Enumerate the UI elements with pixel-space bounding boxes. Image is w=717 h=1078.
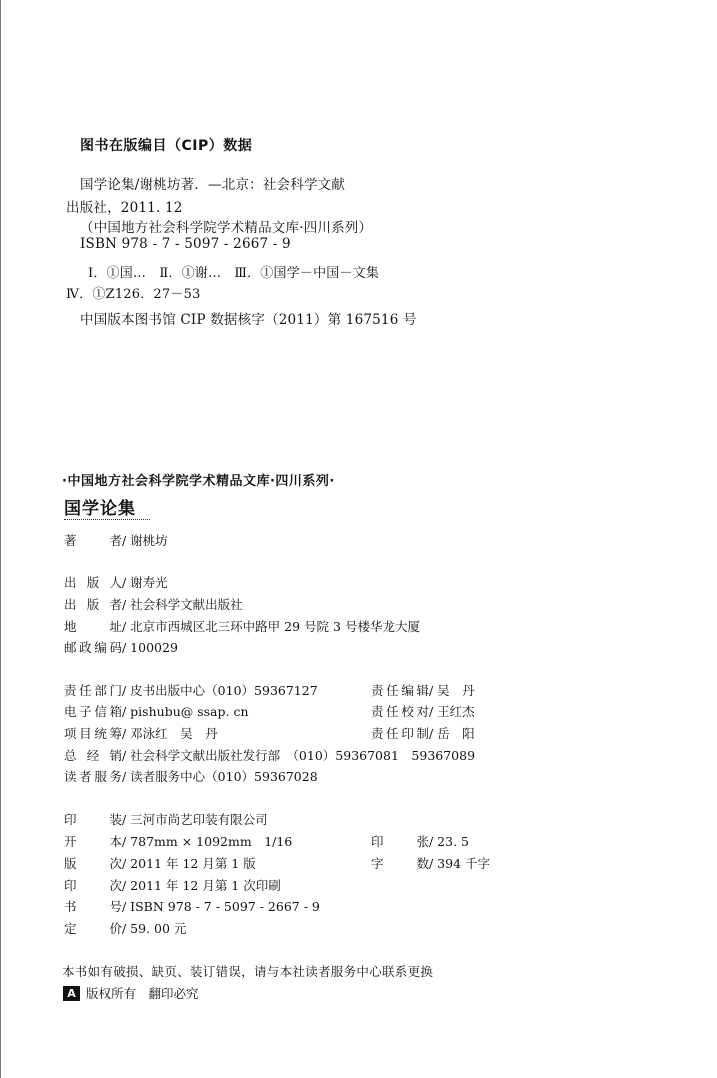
cip-line: 出版社，2011. 12 [66, 200, 183, 216]
series-name: ·中国地方社会科学院学术精品文库·四川系列· [62, 474, 335, 489]
info-label: 总经销 [64, 748, 122, 763]
title-underline [64, 519, 150, 520]
info-value: / 读者服务中心（010）59367028 [122, 769, 318, 784]
info-label: 电子信箱 [64, 704, 122, 719]
info-label: 印 装 [64, 812, 122, 827]
publisher-logo-icon: A [63, 986, 80, 1001]
info-label: 开 本 [64, 834, 122, 849]
info-value: / 谢寿光 [122, 575, 168, 590]
info-value: / 北京市西城区北三环中路甲 29 号院 3 号楼华龙大厦 [122, 619, 420, 634]
info-label: 书 号 [64, 899, 122, 914]
info-label: 出版人 [64, 575, 122, 590]
info-value: / 皮书出版中心（010）59367127 [122, 683, 318, 698]
info-value: / 787mm × 1092mm 1/16 [122, 834, 293, 849]
info-label: 印 次 [64, 878, 122, 893]
cip-line: ISBN 978 - 7 - 5097 - 2667 - 9 [80, 236, 291, 252]
info-value: / 吴 丹 [429, 683, 475, 698]
info-value: / 2011 年 12 月第 1 次印刷 [122, 878, 281, 893]
cip-title: 图书在版编目（CIP）数据 [80, 138, 253, 154]
info-value: / pishubu@ ssap. cn [122, 704, 249, 719]
damage-replacement-notice: 本书如有破损、缺页、装订错误，请与本社读者服务中心联系更换 [62, 964, 434, 979]
info-value: / 三河市尚艺印装有限公司 [122, 812, 268, 827]
info-value: / ISBN 978 - 7 - 5097 - 2667 - 9 [122, 899, 320, 914]
info-label: 责任部门 [64, 683, 122, 698]
info-label: 责任编辑 [371, 683, 429, 698]
info-label: 版 次 [64, 856, 122, 871]
info-value: / 王红杰 [429, 704, 475, 719]
info-label: 责任印制 [371, 726, 429, 741]
info-label: 责任校对 [371, 704, 429, 719]
info-value: / 社会科学文献出版社发行部 （010）59367081 59367089 [122, 748, 476, 763]
info-value: / 谢桃坊 [122, 533, 168, 548]
page-left-edge [0, 0, 1, 1078]
cip-check-number: 中国版本图书馆 CIP 数据核字（2011）第 167516 号 [80, 312, 417, 328]
info-value: / 59. 00 元 [122, 921, 187, 936]
info-label: 地 址 [64, 619, 122, 634]
info-label: 出版者 [64, 597, 122, 612]
info-label: 定 价 [64, 921, 122, 936]
info-label: 读者服务 [64, 769, 122, 784]
info-label: 印 张 [371, 834, 429, 849]
cip-classification-line: Ⅳ．①Z126．27－53 [66, 287, 201, 302]
info-value: / 2011 年 12 月第 1 版 [122, 856, 256, 871]
info-label: 项目统筹 [64, 726, 122, 741]
cip-line: （中国地方社会科学院学术精品文库·四川系列） [80, 220, 373, 236]
info-value: / 邓泳红 吴 丹 [122, 726, 218, 741]
info-label: 邮政编码 [64, 640, 122, 655]
book-title: 国学论集 [64, 499, 136, 519]
info-label: 字 数 [371, 856, 429, 871]
info-value: / 100029 [122, 640, 178, 655]
info-value: / 社会科学文献出版社 [122, 597, 243, 612]
rights-text: 版权所有 翻印必究 [86, 986, 199, 1001]
cip-classification-line: Ⅰ．①国… Ⅱ．①谢… Ⅲ．①国学－中国－文集 [88, 266, 380, 281]
info-label: 著 者 [64, 533, 122, 548]
info-value: / 岳 阳 [429, 726, 475, 741]
info-value: / 23. 5 [429, 834, 469, 849]
cip-line: 国学论集/谢桃坊著．—北京：社会科学文献 [80, 177, 346, 193]
info-value: / 394 千字 [429, 856, 491, 871]
